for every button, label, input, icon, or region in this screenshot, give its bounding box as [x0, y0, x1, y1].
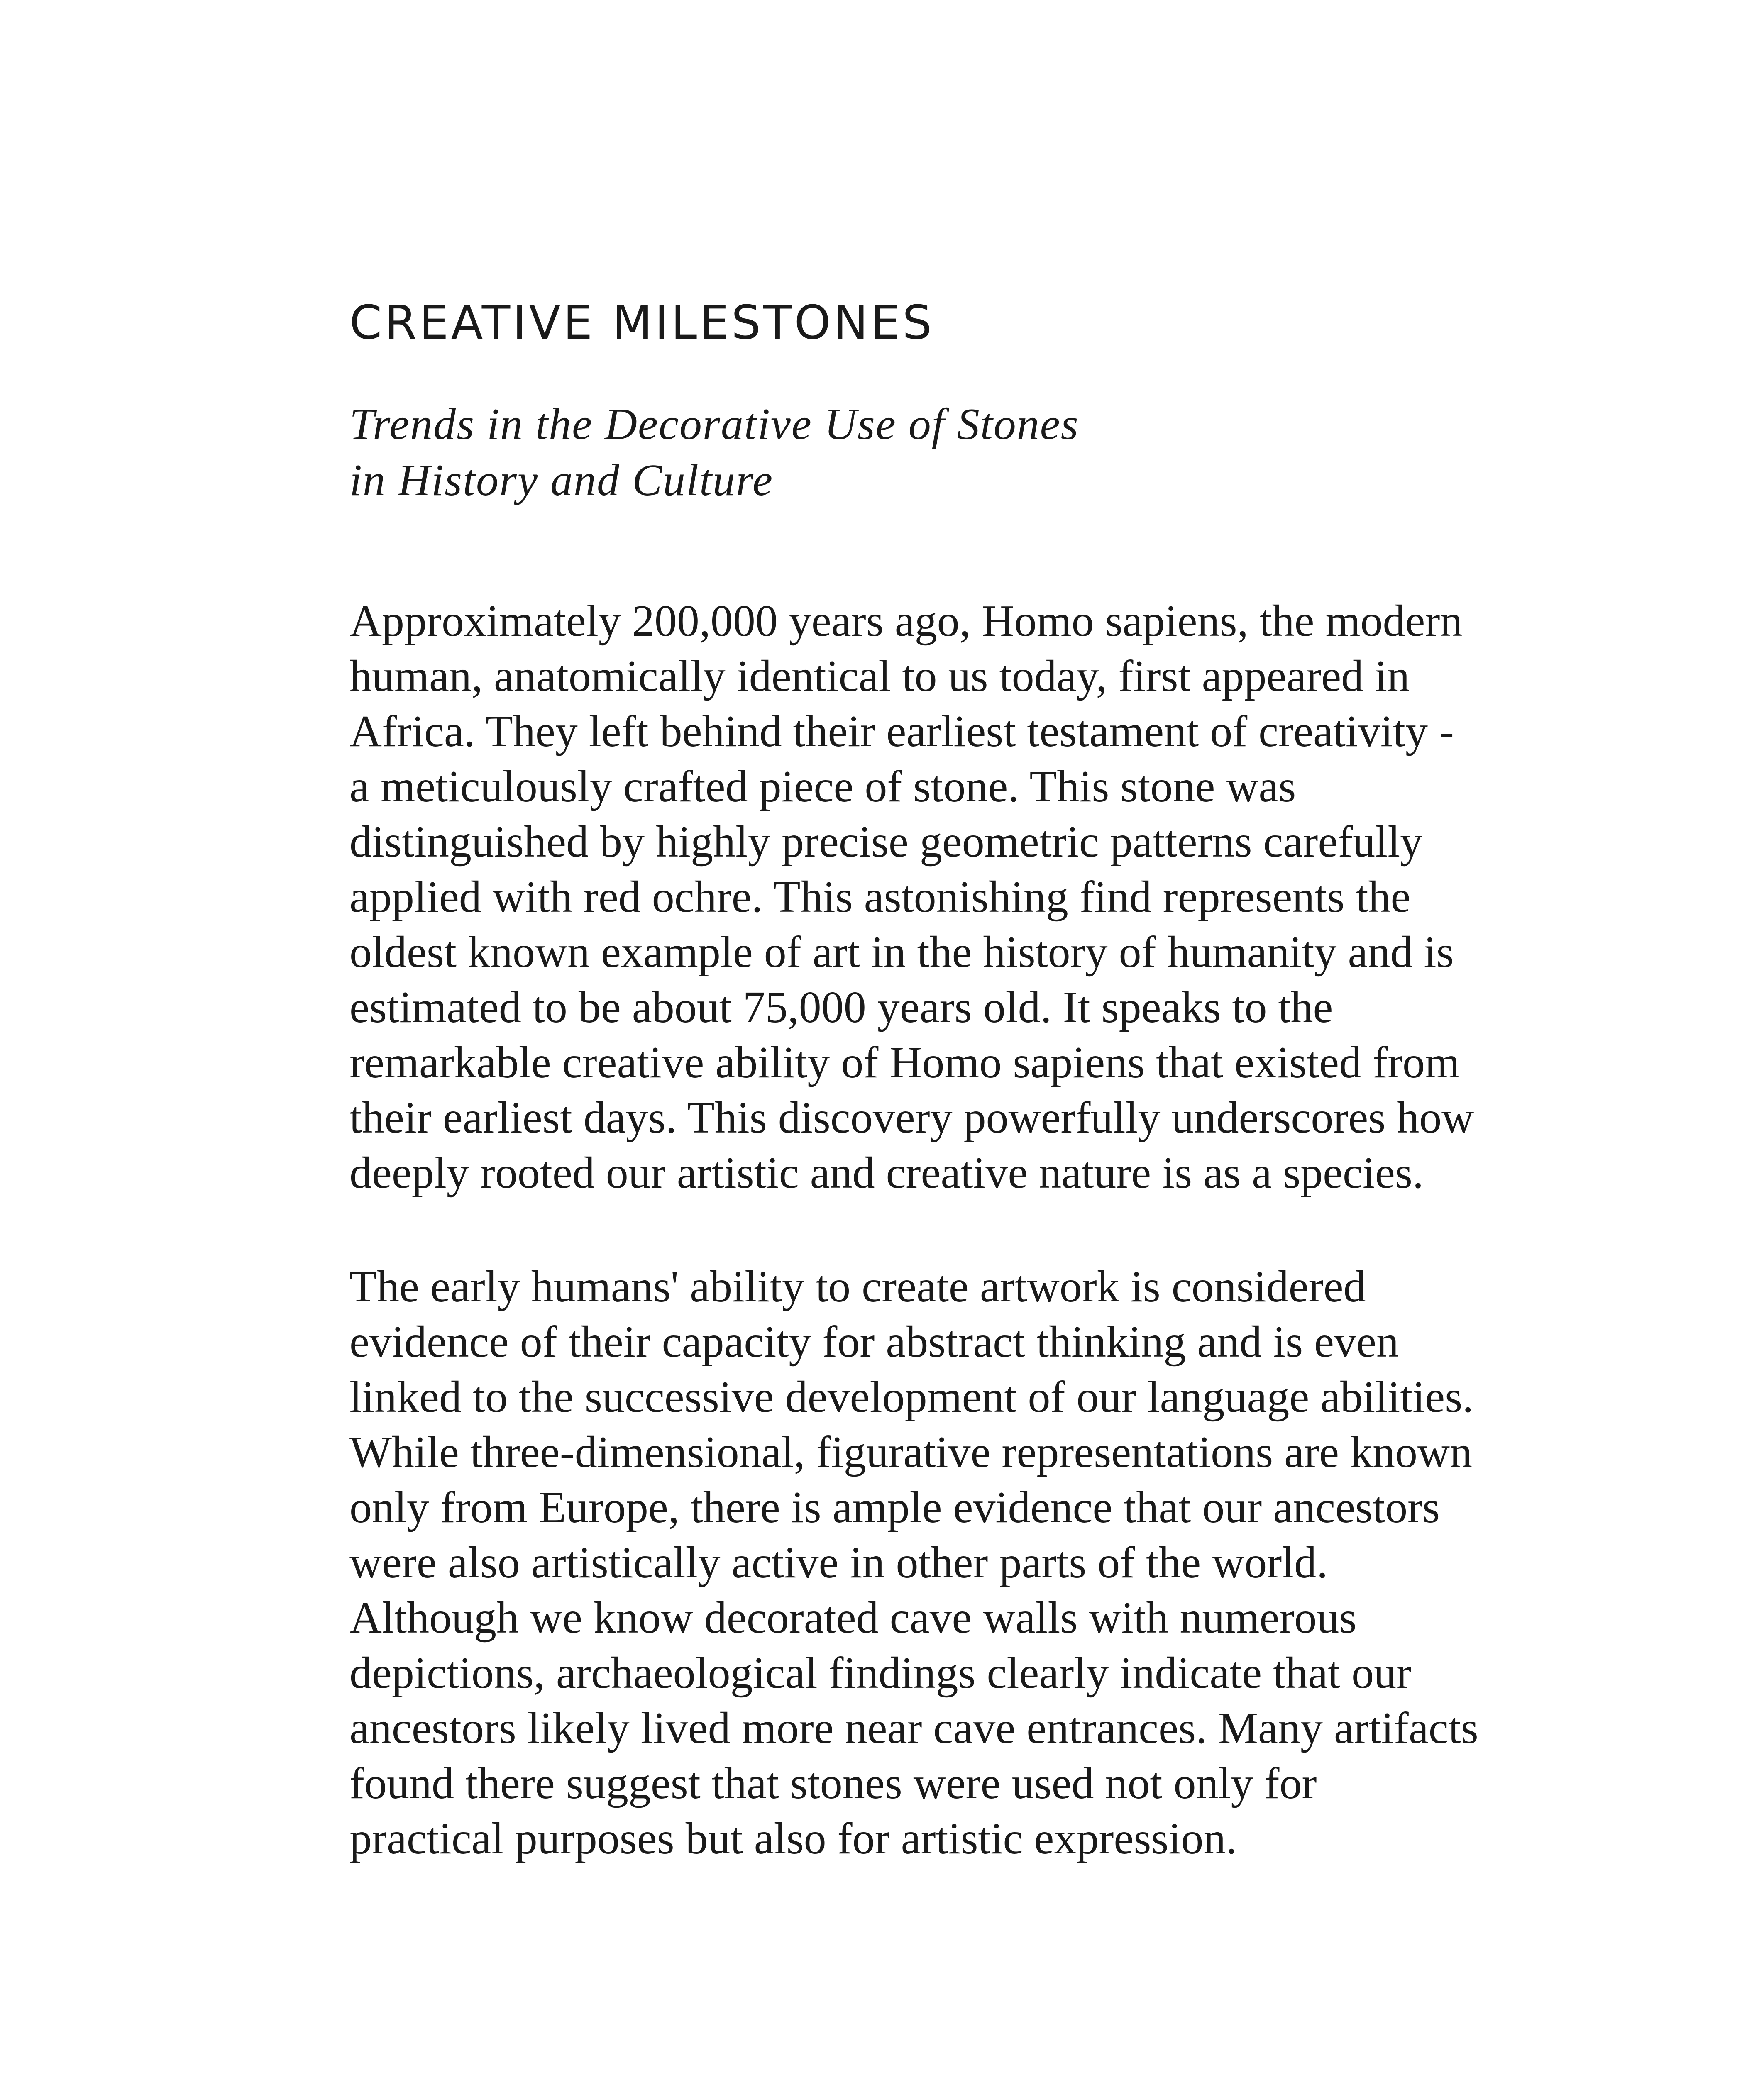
- text-line: ancestors likely lived more near cave entrances. Many artifacts: [349, 1704, 1478, 1753]
- text-line: Approximately 200,000 years ago, Homo sapiens, the modern: [349, 596, 1463, 646]
- text-line: evidence of their capacity for abstract thinking and is even: [349, 1317, 1399, 1367]
- page-heading: CREATIVE MILESTONES: [349, 296, 935, 350]
- text-line: their earliest days. This discovery powerfully underscores how: [349, 1093, 1474, 1142]
- text-line: While three-dimensional, figurative representations are known: [349, 1428, 1473, 1477]
- text-line: Africa. They left behind their earliest testament of creativity -: [349, 707, 1454, 756]
- text-line: were also artistically active in other parts of the world.: [349, 1538, 1328, 1587]
- text-line: human, anatomically identical to us today, first appeared in: [349, 652, 1410, 701]
- text-line: Although we know decorated cave walls with numerous: [349, 1593, 1357, 1643]
- text-line: a meticulously crafted piece of stone. This stone was: [349, 762, 1296, 811]
- text-line: depictions, archaeological findings clearly indicate that our: [349, 1648, 1412, 1698]
- text-line: found there suggest that stones were used not only for: [349, 1759, 1317, 1808]
- text-line: The early humans' ability to create artwork is considered: [349, 1262, 1366, 1311]
- body-paragraph: [349, 1259, 1478, 1866]
- text-line: applied with red ochre. This astonishing find represents the: [349, 872, 1411, 922]
- subtitle-line: Trends in the Decorative Use of Stones: [349, 400, 1079, 449]
- page-subtitle: [349, 396, 1079, 508]
- text-line: deeply rooted our artistic and creative nature is as a species.: [349, 1148, 1424, 1198]
- text-line: estimated to be about 75,000 years old. It speaks to the: [349, 983, 1333, 1032]
- text-line: distinguished by highly precise geometric patterns carefully: [349, 817, 1423, 867]
- subtitle-line: in History and Culture: [349, 456, 774, 505]
- text-line: oldest known example of art in the history of humanity and is: [349, 928, 1454, 977]
- text-line: remarkable creative ability of Homo sapiens that existed from: [349, 1038, 1460, 1087]
- text-line: only from Europe, there is ample evidence that our ancestors: [349, 1483, 1440, 1532]
- body-paragraph: [349, 593, 1474, 1201]
- text-line: linked to the successive development of our language abilities.: [349, 1372, 1474, 1422]
- text-line: practical purposes but also for artistic expression.: [349, 1814, 1237, 1863]
